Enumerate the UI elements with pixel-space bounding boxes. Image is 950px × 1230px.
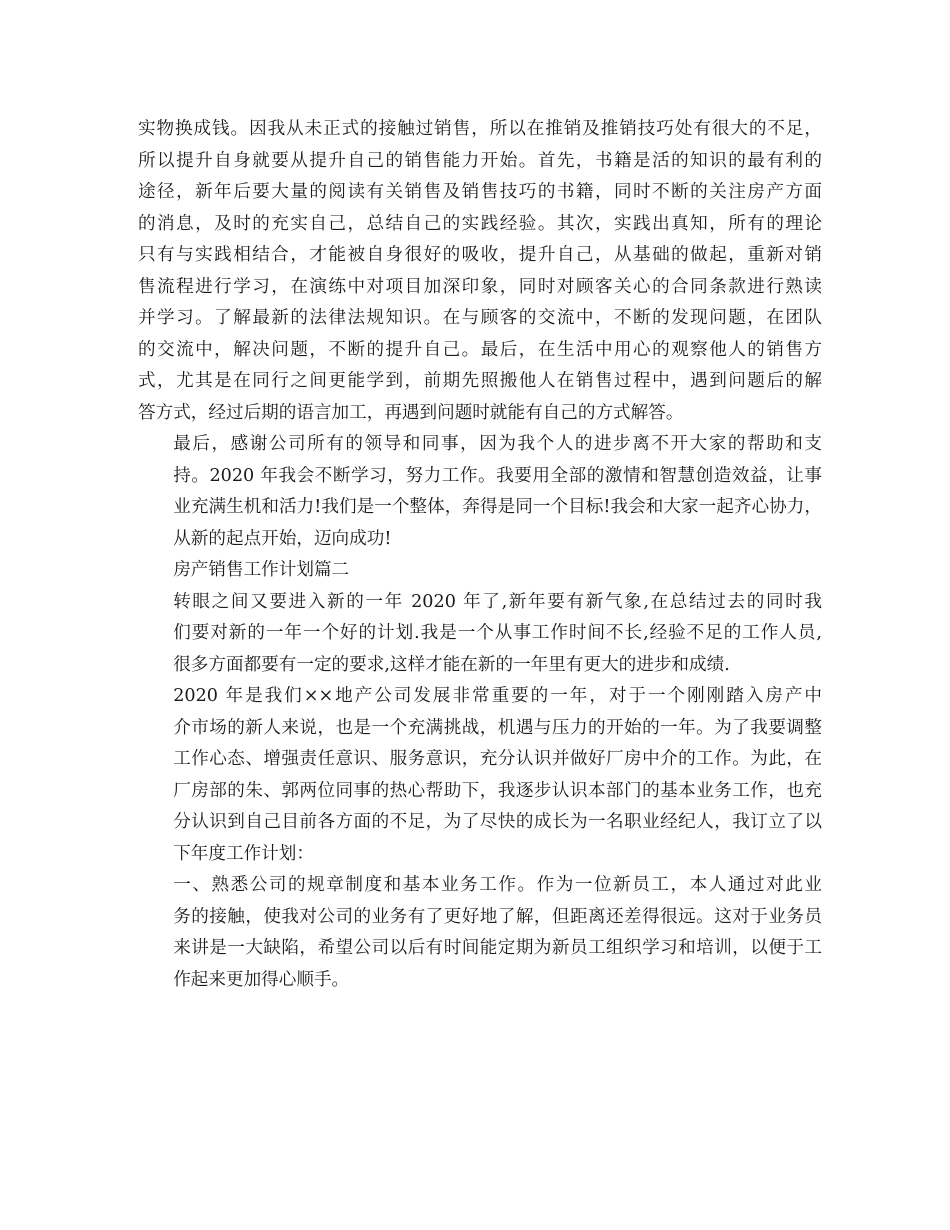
text-line: 务的接触，使我对公司的业务有了更好地了解，但距离还差得很远。这对于业务员 (173, 906, 822, 927)
text-line: 的消息，及时的充实自己，总结自己的实践经验。其次，实践出真知，所有的理论 (138, 213, 822, 234)
document-body (138, 114, 822, 996)
text-line: 房产销售工作计划篇二 (173, 560, 350, 580)
text-line: 作起来更加得心顺手。 (173, 969, 350, 990)
text-line: 一、熟悉公司的规章制度和基本业务工作。作为一位新员工，本人通过对此业 (173, 875, 822, 895)
paragraph (138, 555, 822, 587)
paragraph (138, 681, 822, 870)
text-line: 下年度工作计划： (173, 843, 314, 864)
text-line: 售流程进行学习，在演练中对项目加深印象，同时对顾客关心的合同条款进行熟读 (138, 276, 822, 297)
text-line: 们要对新的一年一个好的计划.我是一个从事工作时间不长,经验不足的工作人员, (173, 623, 822, 643)
text-line: 式，尤其是在同行之间更能学到，前期先照搬他人在销售过程中，遇到问题后的解 (138, 371, 822, 391)
text-line: 来讲是一大缺陷，希望公司以后有时间能定期为新员工组织学习和培训，以便于工 (173, 938, 822, 958)
text-line: 工作心态、增强责任意识、服务意识，充分认识并做好厂房中介的工作。为此，在 (173, 749, 822, 769)
paragraph (138, 429, 822, 555)
text-line: 分认识到自己目前各方面的不足，为了尽快的成长为一名职业经纪人，我订立了以 (173, 812, 822, 832)
text-line: 2020 年是我们××地产公司发展非常重要的一年，对于一个刚刚踏入房产中 (173, 686, 822, 706)
text-line: 很多方面都要有一定的要求,这样才能在新的一年里有更大的进步和成绩. (173, 654, 730, 675)
text-line: 转眼之间又要进入新的一年 2020 年了,新年要有新气象,在总结过去的同时我 (173, 591, 822, 612)
text-line: 并学习。了解最新的法律法规知识。在与顾客的交流中，不断的发现问题，在团队 (138, 308, 822, 328)
text-line: 答方式，经过后期的语言加工，再遇到问题时就能有自己的方式解答。 (138, 402, 684, 423)
text-line: 最后，感谢公司所有的领导和同事，因为我个人的进步离不开大家的帮助和支 (173, 434, 822, 454)
text-line: 途径，新年后要大量的阅读有关销售及销售技巧的书籍，同时不断的关注房产方面 (138, 182, 822, 202)
text-line: 业充满生机和活力!我们是一个整体，奔得是同一个目标!我会和大家一起齐心协力， (173, 497, 822, 517)
paragraph (138, 587, 822, 682)
text-line: 实物换成钱。因我从未正式的接触过销售，所以在推销及推销技巧处有很大的不足， (138, 119, 822, 139)
text-line: 从新的起点开始，迈向成功! (173, 528, 392, 549)
text-line: 介市场的新人来说，也是一个充满挑战，机遇与压力的开始的一年。为了我要调整 (173, 717, 822, 738)
text-line: 厂房部的朱、郭两位同事的热心帮助下，我逐步认识本部门的基本业务工作，也充 (173, 780, 822, 801)
paragraph (138, 114, 822, 429)
paragraph (138, 870, 822, 996)
text-line: 只有与实践相结合，才能被自身很好的吸收，提升自己，从基础的做起，重新对销 (138, 245, 822, 265)
text-line: 持。2020 年我会不断学习，努力工作。我要用全部的激情和智慧创造效益，让事 (173, 465, 822, 486)
text-line: 的交流中，解决问题，不断的提升自己。最后，在生活中用心的观察他人的销售方 (138, 339, 822, 360)
text-line: 所以提升自身就要从提升自己的销售能力开始。首先，书籍是活的知识的最有利的 (138, 150, 822, 171)
